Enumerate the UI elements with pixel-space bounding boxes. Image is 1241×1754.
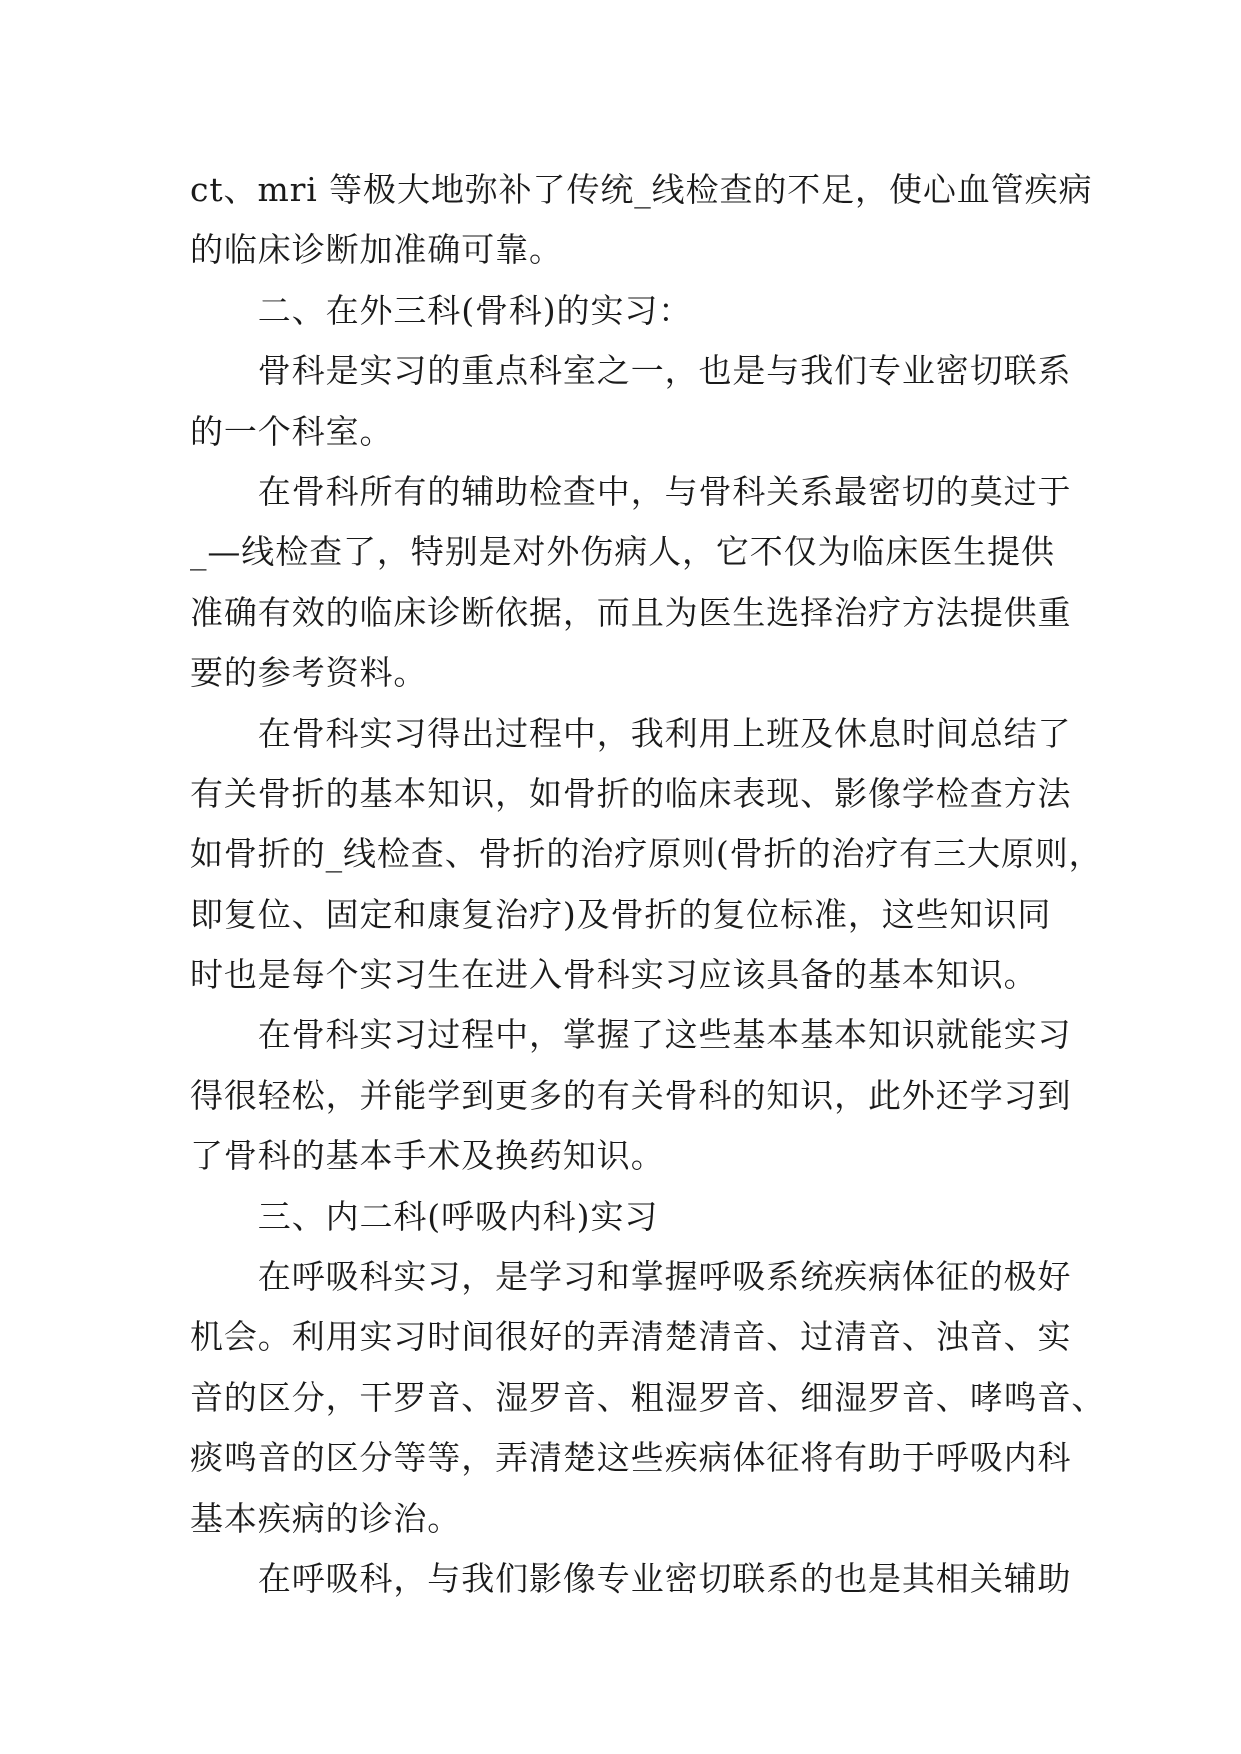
text-line: 在呼吸科，与我们影像专业密切联系的也是其相关辅助 — [190, 1558, 1072, 1598]
text-line: 在骨科所有的辅助检查中，与骨科关系最密切的莫过于 — [190, 471, 1072, 511]
text-line: 音的区分，干罗音、湿罗音、粗湿罗音、细湿罗音、哮鸣音、 — [190, 1377, 1106, 1417]
text-line: 了骨科的基本手术及换药知识。 — [190, 1136, 665, 1176]
text-line: 要的参考资料。 — [190, 653, 428, 693]
text-line: 得很轻松，并能学到更多的有关骨科的知识，此外还学习到 — [190, 1075, 1072, 1115]
text-line: 在骨科实习过程中，掌握了这些基本基本知识就能实习 — [190, 1015, 1072, 1055]
text-line: _—线检查了，特别是对外伤病人，它不仅为临床医生提供 — [190, 532, 1055, 572]
text-line: 有关骨折的基本知识，如骨折的临床表现、影像学检查方法 — [190, 773, 1072, 813]
text-line: 准确有效的临床诊断依据，而且为医生选择治疗方法提供重 — [190, 592, 1072, 632]
text-line: 的临床诊断加准确可靠。 — [190, 230, 563, 270]
body-text — [190, 160, 1106, 1609]
text-line: 在骨科实习得出过程中，我利用上班及休息时间总结了 — [190, 713, 1072, 753]
section-heading: 三、内二科(呼吸内科)实习 — [190, 1196, 659, 1236]
text-line: 即复位、固定和康复治疗)及骨折的复位标准，这些知识同 — [190, 894, 1052, 934]
text-line: 如骨折的_线检查、骨折的治疗原则(骨折的治疗有三大原则， — [190, 834, 1103, 874]
text-line: ct、mri 等极大地弥补了传统_线检查的不足，使心血管疾病 — [190, 170, 1093, 209]
text-line: 时也是每个实习生在进入骨科实习应该具备的基本知识。 — [190, 955, 1038, 995]
text-line: 痰鸣音的区分等等，弄清楚这些疾病体征将有助于呼吸内科 — [190, 1438, 1072, 1478]
text-line: 骨科是实习的重点科室之一，也是与我们专业密切联系 — [190, 351, 1072, 391]
text-line: 基本疾病的诊治。 — [190, 1498, 462, 1538]
section-heading: 二、在外三科(骨科)的实习： — [190, 290, 693, 330]
text-line: 在呼吸科实习，是学习和掌握呼吸系统疾病体征的极好 — [190, 1257, 1072, 1297]
text-line: 机会。利用实习时间很好的弄清楚清音、过清音、浊音、实 — [190, 1317, 1072, 1357]
text-line: 的一个科室。 — [190, 411, 394, 451]
